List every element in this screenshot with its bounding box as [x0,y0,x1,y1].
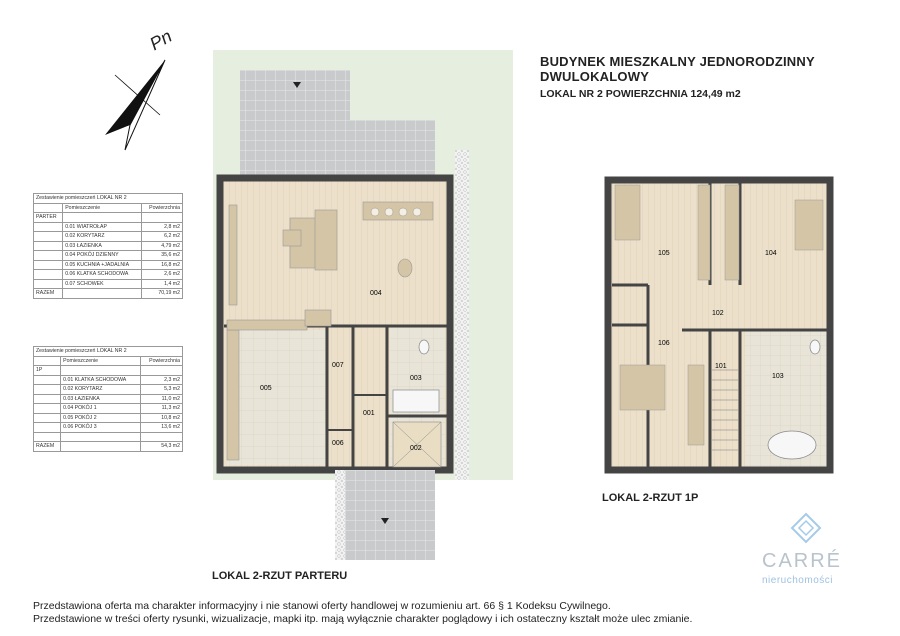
room-name: 0.01 WIATROŁAP [63,222,142,232]
room-005: 005 [260,385,272,392]
room-104: 104 [765,250,777,257]
room-area: 13,6 m2 [140,423,182,433]
room-area: 35,6 m2 [141,251,182,261]
room-001: 001 [363,410,375,417]
gravel-strip [455,150,469,480]
room-101: 101 [715,363,727,370]
room-105: 105 [658,250,670,257]
room-area: 1,4 m2 [141,279,182,289]
room-name: 0.06 KLATKA SCHODOWA [63,270,142,280]
table-row [34,222,183,232]
total-label: RAZEM [34,289,63,299]
room-name: 0.02 KORYTARZ [61,385,141,395]
table-row [34,404,183,414]
col-room: Pomieszczenie [61,356,141,366]
room-name: 0.04 POKÓJ 1 [61,404,141,414]
room-table-parter [33,193,183,299]
room-area: 2,3 m2 [140,375,182,385]
room-name: 0.06 POKÓJ 3 [61,423,141,433]
room-004: 004 [370,290,382,297]
table-caption: Zestawienie pomieszczeń LOKAL NR 2 [34,347,183,357]
table-row [34,375,183,385]
table-row [34,241,183,251]
room-103: 103 [772,373,784,380]
entrance-path [345,470,435,560]
room-area: 6,2 m2 [141,232,182,242]
room-name: 0.04 POKÓJ DZIENNY [63,251,142,261]
table-row [34,232,183,242]
room-003: 003 [410,375,422,382]
table-row [34,394,183,404]
room-name: 0.07 SCHOWEK [63,279,142,289]
floor-label: PARTER [34,213,63,223]
title-line-2: DWULOKALOWY [540,69,650,84]
north-arrow-icon [90,55,180,155]
room-106: 106 [658,340,670,347]
first-floor-caption: LOKAL 2-RZUT 1P [602,492,699,504]
col-room: Pomieszczenie [63,203,142,213]
disclaimer-line-1: Przedstawiona oferta ma charakter informacyjny i nie stanowi oferty handlowej w rozumieniu art. 66 § 1 Kodeksu Cywilnego. [33,600,611,612]
room-area: 10,8 m2 [140,413,182,423]
table-row [34,423,183,433]
north-label: Pn [146,25,176,55]
table-total-row [34,289,183,299]
terrace [240,70,350,120]
room-007: 007 [332,362,344,369]
room-name: 0.05 POKÓJ 2 [61,413,141,423]
col-area: Powierzchnia [141,203,182,213]
room-name: 0.05 KUCHNIA +JADALNIA [63,260,142,270]
logo-sub: nieruchomości [762,575,833,586]
floor-label: 1P [34,366,61,376]
col-area: Powierzchnia [140,356,182,366]
room-area: 5,3 m2 [140,385,182,395]
table-total-row [34,442,183,452]
table-row [34,270,183,280]
ground-floor-plan [205,50,525,560]
table-row [34,251,183,261]
room-area: 16,8 m2 [141,260,182,270]
room-area: 2,6 m2 [141,270,182,280]
total-label: RAZEM [34,442,61,452]
room-area: 11,3 m2 [140,404,182,414]
room-name: 0.03 ŁAZIENKA [61,394,141,404]
disclaimer-line-2: Przedstawione w treści oferty rysunki, wizualizacje, mapki itp. mają wyłącznie charakter poglądowy i ich ostateczny kształt może ulec zmianie. [33,613,693,625]
room-table-1p [33,346,183,452]
room-area: 4,79 m2 [141,241,182,251]
table-row [34,260,183,270]
room-area: 11,0 m2 [140,394,182,404]
logo-name: CARRÉ [762,550,843,572]
table-row [34,279,183,289]
disclaimer [33,600,893,626]
room-area: 2,8 m2 [141,222,182,232]
total-area: 70,19 m2 [141,289,182,299]
table-row [34,413,183,423]
title-line-1: BUDYNEK MIESZKALNY JEDNORODZINNY [540,54,815,69]
room-102: 102 [712,310,724,317]
table-caption: Zestawienie pomieszczeń LOKAL NR 2 [34,194,183,204]
room-name: 0.01 KLATKA SCHODOWA [61,375,141,385]
unit-area-subtitle: LOKAL NR 2 POWIERZCHNIA 124,49 m2 [540,88,741,100]
carre-logo-icon [790,512,822,544]
ground-floor-caption: LOKAL 2-RZUT PARTERU [212,570,348,582]
first-floor-plan [600,175,840,480]
total-area: 54,3 m2 [140,442,182,452]
room-name: 0.03 ŁAZIENKA [63,241,142,251]
room-006: 006 [332,440,344,447]
building-title [540,54,815,84]
room-002: 002 [410,445,422,452]
room-name: 0.02 KORYTARZ [63,232,142,242]
table-row [34,385,183,395]
kitchen-floor [227,330,327,465]
